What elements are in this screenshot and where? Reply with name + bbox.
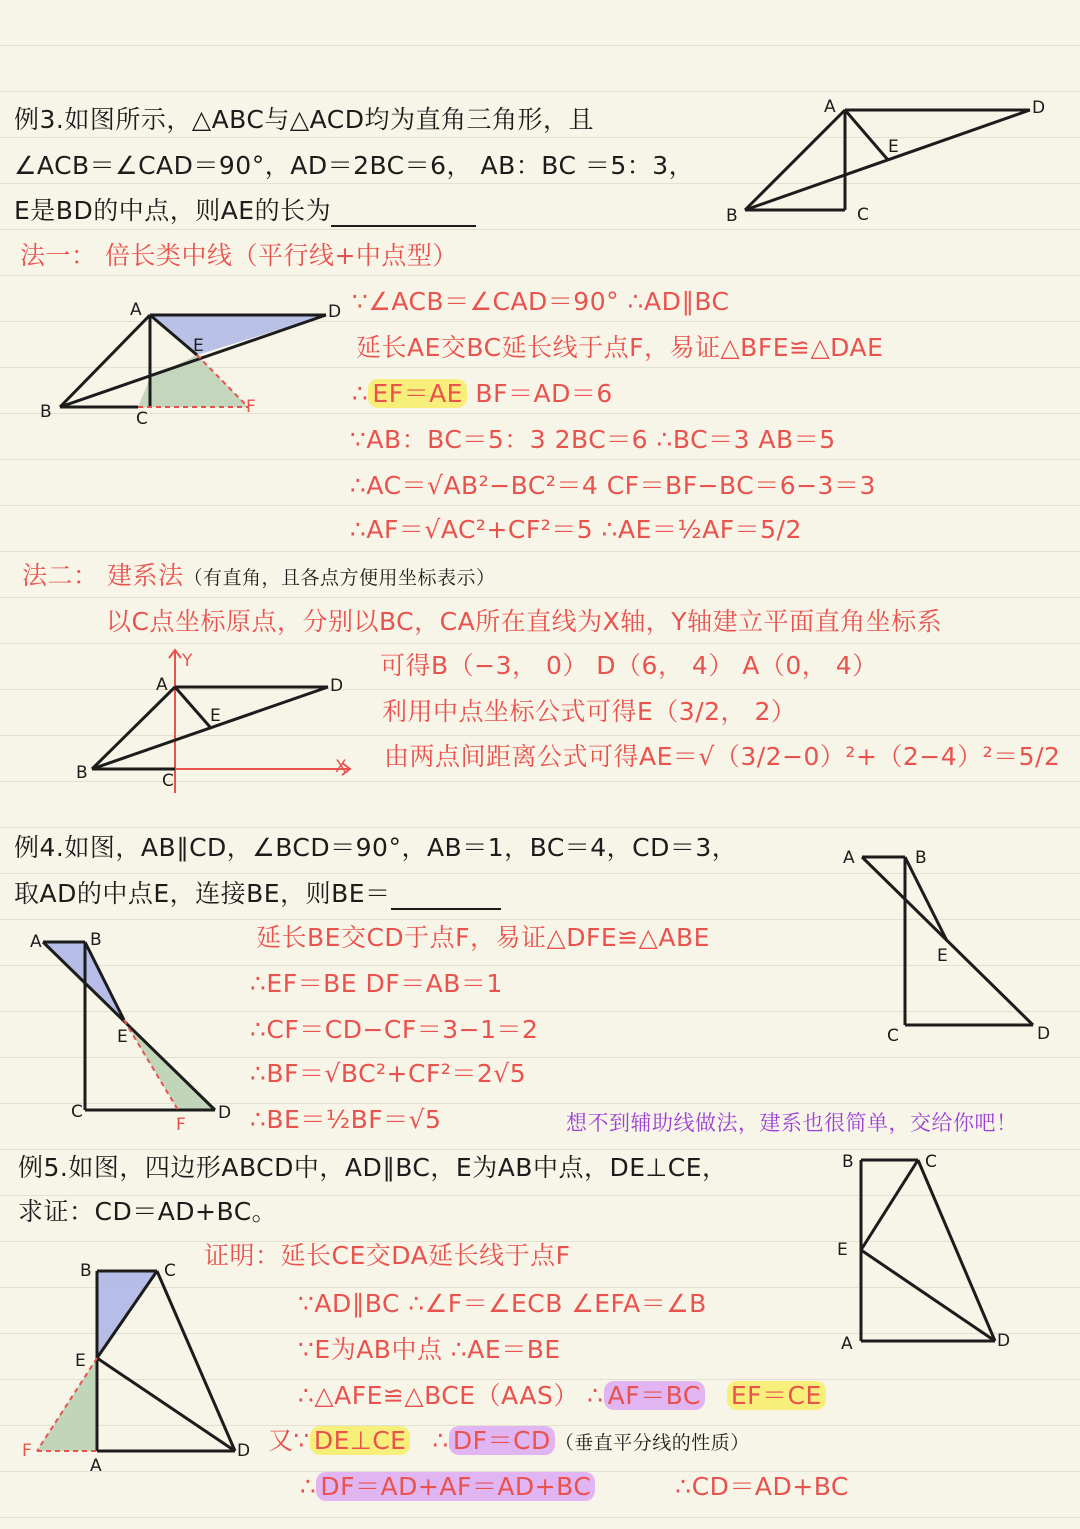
highlight-ef-ae: EF＝AE bbox=[368, 379, 467, 408]
label-f: F bbox=[22, 1441, 32, 1461]
label-d: D bbox=[1032, 98, 1046, 118]
congruence: ∴△AFE≌△BCE（AAS） ∴ bbox=[298, 1381, 604, 1410]
ex3-m2-line4: 由两点间距离公式可得AE＝√（3/2−0）²+（2−4）²＝5/2 bbox=[384, 742, 1061, 771]
label-b: B bbox=[40, 402, 52, 422]
label-d: D bbox=[1037, 1024, 1051, 1044]
ex5-proof4 bbox=[298, 1380, 826, 1412]
ex4-line2 bbox=[14, 878, 501, 910]
highlight-df-sum: DF＝AD+AF＝AD+BC bbox=[316, 1472, 595, 1501]
label-d: D bbox=[237, 1441, 251, 1461]
therefore: ∴ bbox=[300, 1472, 317, 1501]
label-e: E bbox=[193, 336, 204, 356]
label-b: B bbox=[90, 930, 102, 950]
label-y: Y bbox=[182, 651, 193, 671]
label-a: A bbox=[90, 1456, 102, 1476]
label-e: E bbox=[210, 706, 221, 726]
ex5-proof5 bbox=[268, 1425, 750, 1459]
label-b: B bbox=[76, 763, 88, 783]
ex4-step3: ∴CF＝CD−CF＝3−1＝2 bbox=[250, 1015, 539, 1044]
label-c: C bbox=[857, 205, 869, 225]
label-a: A bbox=[30, 932, 42, 952]
ex3-m2-line3: 利用中点坐标公式可得E（3/2， 2） bbox=[382, 697, 797, 726]
bf-ad: BF＝AD＝6 bbox=[466, 379, 613, 408]
label-c: C bbox=[887, 1026, 899, 1046]
ex3-method2-title bbox=[22, 560, 495, 594]
ex3-line3-text: E是BD的中点，则AE的长为 bbox=[14, 196, 332, 225]
ex4-step1: 延长BE交CD于点F，易证△DFE≌△ABE bbox=[256, 923, 710, 952]
also-because: 又∵ bbox=[268, 1426, 310, 1455]
label-e: E bbox=[117, 1027, 128, 1047]
label-e: E bbox=[888, 137, 899, 157]
ex3-figure bbox=[720, 95, 1050, 225]
ex3-method2-figure bbox=[70, 648, 360, 798]
ex5-proof6 bbox=[300, 1471, 849, 1503]
method2-note: （有直角，且各点方便用坐标表示） bbox=[183, 567, 496, 589]
highlight-ef-ce: EF＝CE bbox=[727, 1381, 826, 1410]
ex3-m1-line5: ∴AC＝√AB²−BC²＝4 CF＝BF−BC＝6−3＝3 bbox=[350, 471, 876, 500]
ex3-m1-line4: ∵AB：BC＝5：3 2BC＝6 ∴BC＝3 AB＝5 bbox=[350, 425, 836, 454]
ex5-proof2: ∵AD∥BC ∴∠F＝∠ECB ∠EFA＝∠B bbox=[298, 1289, 707, 1318]
label-c: C bbox=[164, 1261, 176, 1281]
ex3-m1-line6: ∴AF＝√AC²+CF²＝5 ∴AE＝½AF＝5/2 bbox=[350, 515, 802, 544]
ex4-step4: ∴BF＝√BC²+CF²＝2√5 bbox=[250, 1059, 527, 1088]
label-a: A bbox=[824, 97, 836, 117]
label-f: F bbox=[176, 1115, 186, 1135]
label-d: D bbox=[997, 1331, 1011, 1351]
label-a: A bbox=[130, 300, 142, 320]
label-a: A bbox=[843, 848, 855, 868]
ex3-line1: 例3.如图所示，△ABC与△ACD均为直角三角形，且 bbox=[14, 105, 594, 134]
ex5-figure bbox=[830, 1145, 1020, 1355]
label-b: B bbox=[842, 1152, 854, 1172]
label-d: D bbox=[218, 1103, 232, 1123]
ex4-solution-figure bbox=[28, 928, 238, 1133]
label-c: C bbox=[136, 409, 148, 429]
label-c: C bbox=[925, 1152, 937, 1172]
highlight-de-perp-ce: DE⊥CE bbox=[310, 1426, 411, 1455]
label-b: B bbox=[915, 848, 927, 868]
label-e: E bbox=[75, 1351, 86, 1371]
highlight-af-bc: AF＝BC bbox=[604, 1381, 705, 1410]
label-d: D bbox=[330, 676, 344, 696]
ex4-step2: ∴EF＝BE DF＝AB＝1 bbox=[250, 969, 503, 998]
conclusion: ∴CD＝AD+BC bbox=[675, 1472, 849, 1501]
label-b: B bbox=[80, 1261, 92, 1281]
ex3-m1-line2: 延长AE交BC延长线于点F，易证△BFE≌△DAE bbox=[356, 333, 884, 362]
perp-bisector-note: （垂直平分线的性质） bbox=[554, 1432, 750, 1454]
label-b: B bbox=[726, 206, 738, 226]
ex4-line2-text: 取AD的中点E，连接BE，则BE＝ bbox=[14, 879, 391, 908]
answer-blank bbox=[391, 884, 501, 910]
label-d: D bbox=[328, 302, 342, 322]
label-f: F bbox=[246, 397, 256, 417]
label-x: X bbox=[335, 757, 347, 777]
label-e: E bbox=[937, 946, 948, 966]
ex3-m2-line2: 可得B（−3， 0） D（6， 4） A（0， 4） bbox=[380, 651, 878, 680]
ex5-line2: 求证：CD＝AD+BC。 bbox=[18, 1197, 278, 1226]
ex4-line1: 例4.如图，AB∥CD，∠BCD＝90°，AB＝1，BC＝4，CD＝3， bbox=[14, 833, 738, 862]
label-c: C bbox=[162, 771, 174, 791]
label-a: A bbox=[841, 1334, 853, 1354]
ex3-m1-line1: ∵∠ACB＝∠CAD＝90° ∴AD∥BC bbox=[352, 287, 730, 316]
ex3-method1-title: 法一： 倍长类中线（平行线+中点型） bbox=[20, 241, 458, 270]
ex3-line2: ∠ACB＝∠CAD＝90°，AD＝2BC＝6， AB：BC ＝5：3， bbox=[14, 151, 695, 180]
method2-label: 法二： 建系法 bbox=[22, 561, 184, 590]
ex4-step5: ∴BE＝½BF＝√5 bbox=[250, 1105, 442, 1134]
ex4-note: 想不到辅助线做法，建系也很简单，交给你吧！ bbox=[566, 1111, 1018, 1135]
ex5-solution-figure bbox=[20, 1258, 260, 1478]
ex5-proof3: ∵E为AB中点 ∴AE＝BE bbox=[298, 1335, 561, 1364]
ex3-method1-figure bbox=[38, 298, 342, 429]
ex4-figure bbox=[840, 845, 1055, 1045]
label-a: A bbox=[156, 675, 168, 695]
therefore: ∴ bbox=[352, 379, 369, 408]
answer-blank bbox=[331, 201, 476, 227]
therefore: ∴ bbox=[432, 1426, 449, 1455]
ex5-line1: 例5.如图，四边形ABCD中，AD∥BC，E为AB中点，DE⊥CE， bbox=[18, 1153, 728, 1182]
ex3-line3 bbox=[14, 195, 476, 227]
label-e: E bbox=[837, 1240, 848, 1260]
ex5-proof1: 证明：延长CE交DA延长线于点F bbox=[204, 1241, 571, 1270]
ex3-m2-line1: 以C点坐标原点，分别以BC，CA所在直线为X轴，Y轴建立平面直角坐标系 bbox=[106, 607, 943, 636]
highlight-df-cd: DF＝CD bbox=[449, 1426, 555, 1455]
label-c: C bbox=[71, 1102, 83, 1122]
ex3-m1-line3 bbox=[352, 378, 613, 410]
